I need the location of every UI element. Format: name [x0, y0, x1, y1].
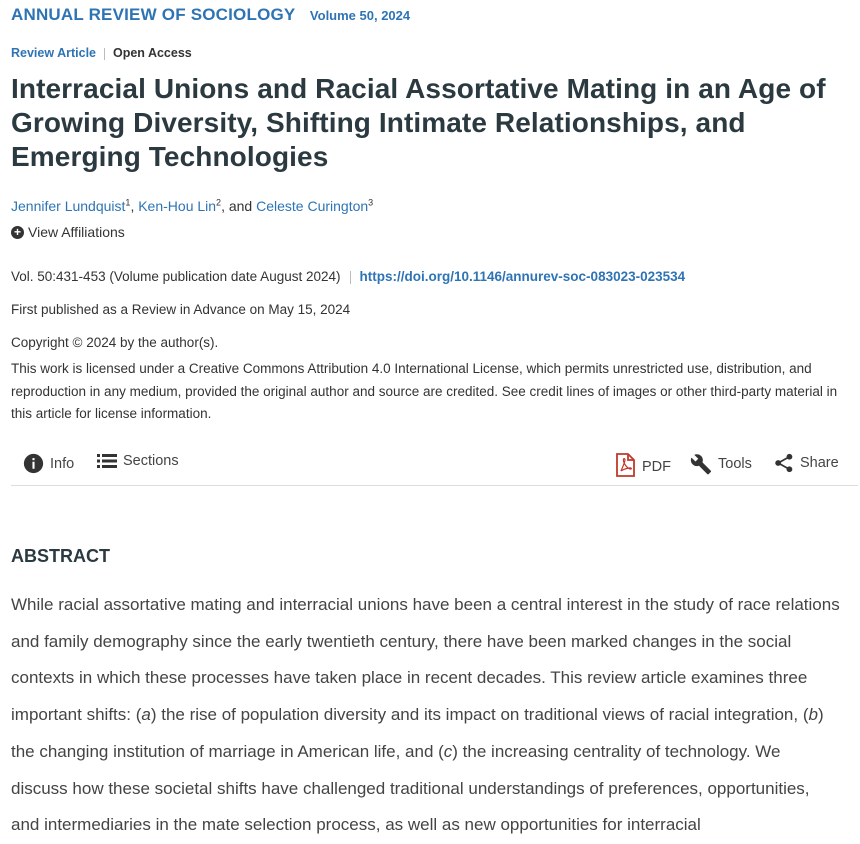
abstract-text-part: ) the rise of population diversity and its impact on traditional views of racial integration, (	[150, 705, 809, 725]
divider	[104, 48, 105, 60]
wrench-icon	[690, 453, 712, 475]
info-label: Info	[50, 455, 75, 472]
plus-circle-icon: +	[11, 226, 24, 239]
license-notice: This work is licensed under a Creative Commons Attribution 4.0 International License, which permits unrestricted use, distribution, and reproduction in any medium, provided the original author and source are credited. See credit lines of images or other third-party material in this article for license information.	[11, 361, 838, 421]
open-access-badge: Open Access	[113, 46, 192, 60]
abstract-text-part: ) the increasing centrality of technology. We discuss how these societal shifts have challenged traditional understandings of preferences, opportunities, and intermediaries in the mate selection process, as well as new opportunities for interracial	[11, 741, 810, 835]
abstract-enum-c: c	[443, 741, 453, 761]
abstract-enum-b: b	[808, 705, 818, 725]
share-button[interactable]	[774, 453, 839, 473]
doi-link[interactable]: https://doi.org/10.1146/annurev-soc-083023-023534	[359, 269, 686, 284]
volume-link[interactable]: Volume 50, 2024	[309, 8, 411, 23]
sections-label: Sections	[123, 453, 179, 469]
pdf-button[interactable]	[614, 453, 671, 477]
tools-button[interactable]	[690, 453, 752, 475]
article-toolbar	[11, 447, 858, 486]
citation-line	[11, 269, 685, 284]
first-published: First published as a Review in Advance on May 15, 2024	[11, 302, 351, 317]
pdf-icon	[614, 453, 636, 477]
abstract-text	[11, 587, 841, 844]
list-icon	[97, 453, 117, 469]
journal-name-link[interactable]: ANNUAL REVIEW OF SOCIOLOGY	[11, 5, 296, 24]
view-affiliations-label: View Affiliations	[28, 224, 125, 240]
abstract-text-part: ) the changing institution of marriage in American life, and (	[11, 705, 824, 761]
author-separator: , and	[221, 198, 257, 214]
info-icon	[23, 453, 44, 474]
journal-header	[11, 5, 410, 25]
copyright-notice: Copyright © 2024 by the author(s).	[11, 335, 219, 350]
author-list	[11, 198, 373, 214]
author-link[interactable]: Celeste Curington	[256, 198, 369, 214]
article-meta-tags	[11, 46, 192, 60]
author-separator: ,	[130, 198, 139, 214]
abstract-heading: ABSTRACT	[11, 546, 110, 566]
article-type: Review Article	[11, 46, 96, 60]
pdf-label: PDF	[642, 458, 671, 475]
divider	[350, 271, 351, 284]
abstract-enum-a: a	[141, 705, 151, 725]
abstract-text-part: While racial assortative mating and interracial unions have been a central interest in the study of race relations and family demography since the early twentieth century, there have been marked changes in the social contexts in which these processes have taken place in recent decades. This review article examines three important shifts: (	[11, 595, 840, 725]
author-link[interactable]: Jennifer Lundquist	[11, 198, 126, 214]
author-affil-sup: 1	[125, 197, 131, 208]
share-label: Share	[800, 455, 839, 471]
sections-button[interactable]	[97, 453, 179, 469]
author-link[interactable]: Ken-Hou Lin	[138, 198, 217, 214]
info-button[interactable]	[23, 453, 74, 474]
tools-label: Tools	[718, 456, 752, 472]
author-affil-sup: 2	[216, 197, 222, 208]
article-title: Interracial Unions and Racial Assortative Mating in an Age of Growing Diversity, Shifting Intimate Relationships, and Emerging Technologies	[11, 73, 826, 172]
author-affil-sup: 3	[368, 197, 374, 208]
share-icon	[774, 453, 794, 473]
view-affiliations-toggle[interactable]	[11, 224, 125, 240]
volume-pages: Vol. 50:431-453 (Volume publication date August 2024)	[11, 269, 341, 284]
